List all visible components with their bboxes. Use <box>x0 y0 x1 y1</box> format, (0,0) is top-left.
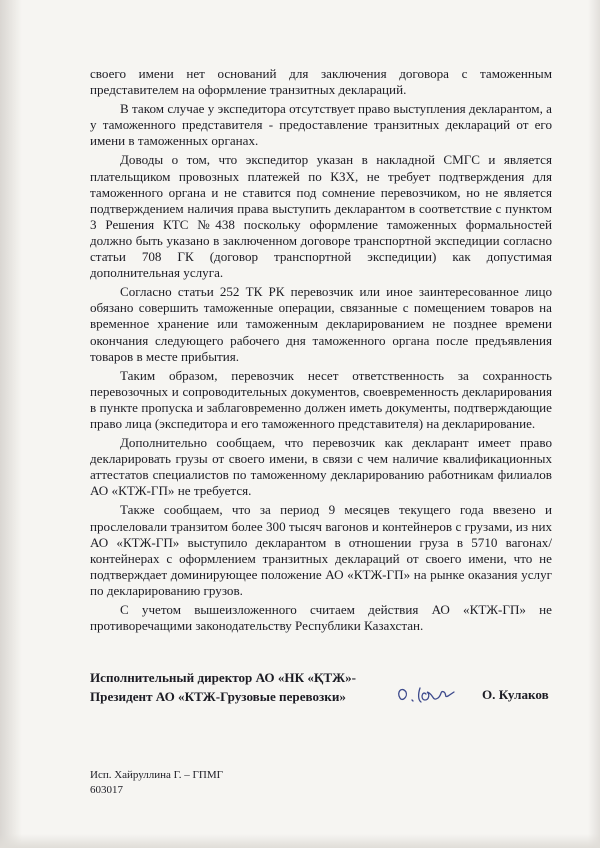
executor-info <box>90 768 223 798</box>
paragraph-transit-statistics: Также сообщаем, что за период 9 месяцев текущего года ввезено и прослеловали транзитом более 300 тысяч вагонов и контейнеров с грузами, из них АО «КТЖ-ГП» выступило декларантом в отношении груза в 5710 вагонах/контейнерах с оформлением транзитных деклараций от своего имени, что не подтверждает доминирующее положение АО «КТЖ-ГП» на рынке оказания услуг по декларированию грузов. <box>90 502 552 598</box>
scan-bottom-edge-shadow <box>0 834 600 848</box>
paragraph-conclusion: С учетом вышеизложенного считаем действия АО «КТЖ-ГП» не противоречащими законодательству Республики Казахстан. <box>90 602 552 634</box>
signer-name: О. Кулаков <box>482 687 549 702</box>
handwritten-signature <box>394 680 474 710</box>
paragraph-expeditor-rights: В таком случае у экспедитора отсутствует право выступления декларантом, а у таможенного представителя - предоставление транзитных деклараций от его имени в таможенных органах. <box>90 101 552 149</box>
paragraph-article-252: Согласно статьи 252 ТК РК перевозчик или иное заинтересованное лицо обязано совершить таможенные операции, связанные с помещением товаров на временное хранение или таможенным декларированием не позднее времени окончания следующего рабочего дня таможенного органа после предъявления товаров в месте прибытия. <box>90 284 552 364</box>
executor-line: Исп. Хайруллина Г. – ГПМГ <box>90 769 223 781</box>
paragraph-carrier-responsibility: Таким образом, перевозчик несет ответственность за сохранность перевозочных и сопроводительных документов, своевременность декларирования в пункте пропуска и заблаговременно должен иметь документы, подтверждающие право лица (экспедитора и его таможенного представителя) на декларирование. <box>90 367 552 431</box>
paragraph-smgs-arguments: Доводы о том, что экспедитор указан в накладной СМГС и является плательщиком провозных платежей по КЗХ, не требует подтверждения для таможенного органа и не ставится под сомнение перевозчиком, но не является подтверждением наличия права выступить декларантом в соответствие с пунктом 3 Решения КТС №438 поскольку оформление таможенных формальностей должно быть указано в заключенном договоре транспортной экспедиции согласно статьи 708 ГК (договор транспортной экспедиции) как допустимая дополнительная услуга. <box>90 152 552 281</box>
signer-position-line-1: Исполнительный директор АО «НК «ҚТЖ»- <box>90 670 357 685</box>
signer-position-line-2: Президент АО «КТЖ-Грузовые перевозки» <box>90 689 346 704</box>
paragraph-carrier-as-declarant: Дополнительно сообщаем, что перевозчик как декларант имеет право декларировать грузы от своего имени, в связи с чем наличие квалификационных аттестатов специалистов по таможенному декларированию работникам филиалов АО «КТЖ-ГП» не требуется. <box>90 435 552 499</box>
paragraph-continuation: своего имени нет оснований для заключения договора с таможенным представителем на оформление транзитных деклараций. <box>90 66 552 98</box>
scan-left-edge-shadow <box>0 0 22 848</box>
scan-right-edge-shadow <box>588 0 600 848</box>
letter-body <box>90 66 552 637</box>
executor-phone: 603017 <box>90 784 123 796</box>
